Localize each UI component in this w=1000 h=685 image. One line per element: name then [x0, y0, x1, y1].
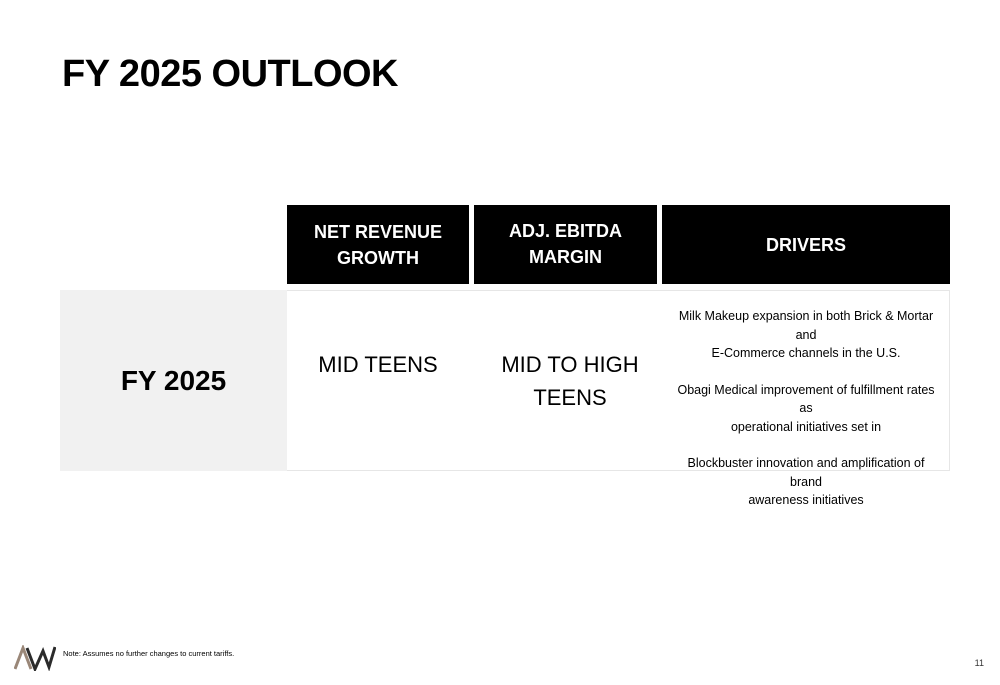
driver-line: Obagi Medical improvement of fulfillment rates as: [677, 382, 935, 415]
driver-item: [662, 454, 950, 510]
column-header-drivers: [662, 205, 950, 284]
column-header-adj-ebitda-margin: [474, 205, 657, 284]
column-header-line: GROWTH: [337, 247, 419, 268]
column-header-net-revenue-growth: [287, 205, 469, 284]
adj-ebitda-margin-line: MID TO HIGH: [501, 352, 639, 377]
page-number: 11: [974, 658, 984, 668]
drivers-list: [662, 307, 950, 510]
company-logo: [14, 645, 56, 671]
driver-line: Blockbuster innovation and amplification of brand: [687, 456, 925, 489]
column-header-line: DRIVERS: [765, 234, 846, 255]
driver-item: [662, 307, 950, 363]
column-header-line: MARGIN: [528, 247, 602, 267]
driver-item: [662, 381, 950, 437]
adj-ebitda-margin-value: [474, 348, 666, 414]
column-header-line: NET REVENUE: [313, 221, 443, 242]
footnote: Note: Assumes no further changes to current tariffs.: [63, 649, 235, 658]
driver-line: Milk Makeup expansion in both Brick & Mortar and: [678, 309, 934, 342]
driver-line: E-Commerce channels in the U.S.: [711, 346, 901, 360]
driver-line: operational initiatives set in: [730, 419, 882, 434]
column-header-line: ADJ. EBITDA: [508, 221, 622, 241]
driver-line: awareness initiatives: [748, 493, 864, 507]
net-revenue-growth-value: MID TEENS: [318, 352, 438, 377]
adj-ebitda-margin-line: TEENS: [533, 385, 607, 410]
row-label-fy-2025: FY 2025: [60, 290, 287, 471]
page-title: FY 2025 OUTLOOK: [62, 53, 399, 95]
